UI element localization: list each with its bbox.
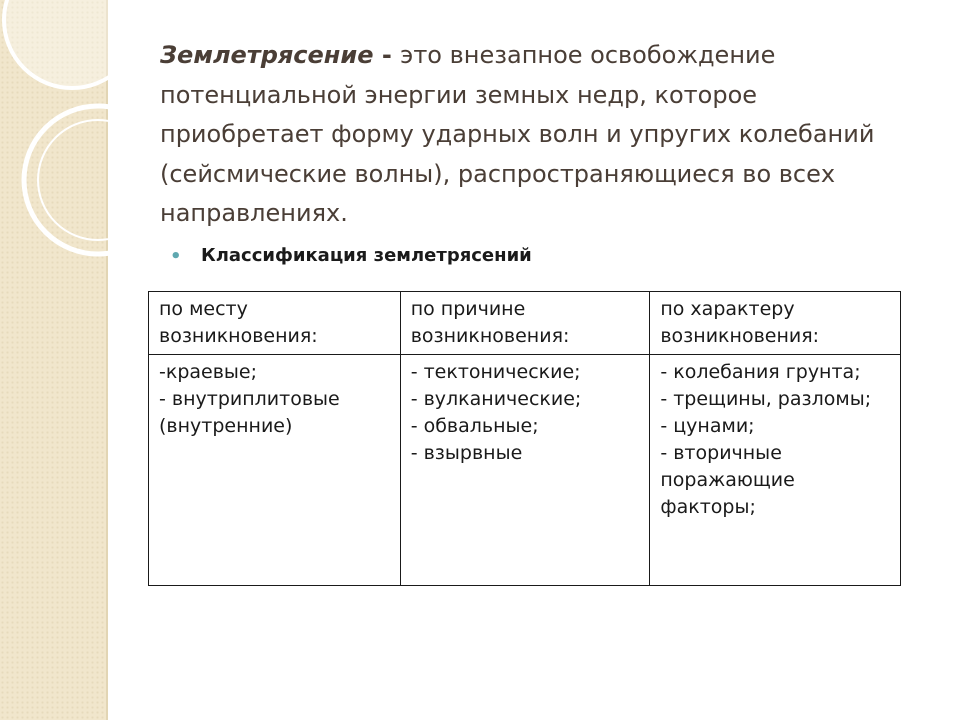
list-item: - взырвные (410, 442, 523, 464)
decorative-rings (0, 0, 108, 720)
table-header-row (149, 292, 901, 355)
definition-term: Землетрясение (160, 41, 374, 69)
list-item: - колебания грунта; (660, 361, 861, 383)
definition-text: это внезапное освобождение потенциальной энергии земных недр, которое приобретает форму ударных волн и упругих колебаний (сейсмические волны), распространяющиеся во всех направлениях. (160, 41, 875, 227)
header-cell-character: по характеру возникновения: (650, 292, 901, 355)
cell-place-types (149, 355, 401, 586)
list-item: - вторичные поражающие факторы; (660, 442, 795, 518)
classification-table (148, 291, 901, 586)
list-item: - тектонические; (410, 361, 581, 383)
cell-cause-types (400, 355, 650, 586)
definition-paragraph (160, 36, 920, 234)
list-item: - обвальные; (410, 415, 539, 437)
bullet-text: Классификация землетрясений (201, 245, 532, 266)
cell-character-types (650, 355, 901, 586)
list-item: - вулканические; (410, 388, 582, 410)
decorative-ring-large (4, 0, 108, 88)
list-item: - внутриплитовые (внутренние) (159, 388, 340, 437)
table-row (149, 355, 901, 586)
list-item: - трещины, разломы; (660, 388, 872, 410)
definition-dash: - (373, 41, 401, 69)
header-cell-cause: по причине возникновения: (400, 292, 650, 355)
list-item: - цунами; (660, 415, 755, 437)
list-item: -краевые; (159, 361, 258, 383)
bullet-dot-icon: • (170, 246, 182, 267)
header-cell-place: по месту возникновения: (149, 292, 401, 355)
decorative-ring-inner (38, 120, 108, 240)
